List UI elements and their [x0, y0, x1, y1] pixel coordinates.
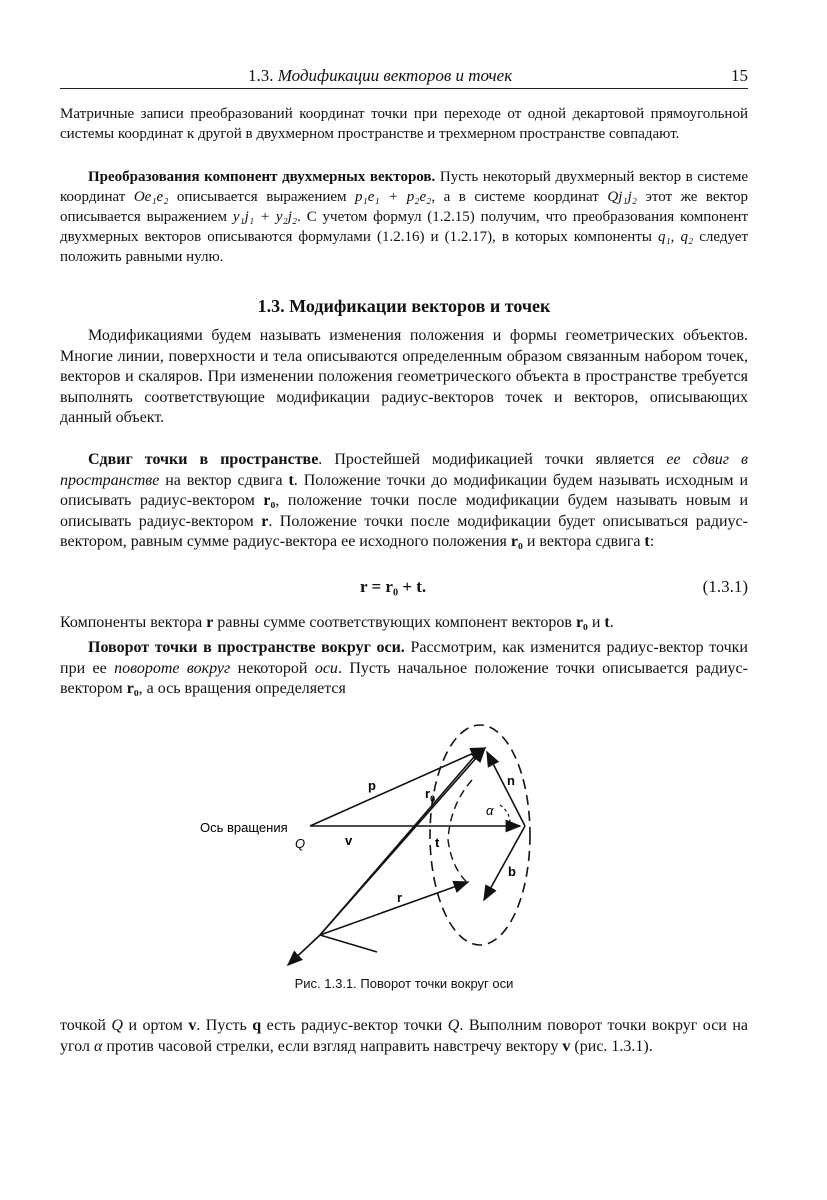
- math-inline: p₁e₁ + p₂e₂: [355, 189, 432, 205]
- vector-symbol: t: [288, 471, 294, 489]
- italic-term: повороте вокруг: [114, 659, 231, 677]
- vector-symbol: t: [604, 614, 610, 631]
- paragraph-rotation-continued: [60, 1016, 748, 1057]
- rotation-arc: [448, 780, 472, 885]
- text-run: .: [609, 614, 614, 631]
- text-run: . Пусть: [196, 1017, 253, 1034]
- paragraph-heading: Поворот точки в пространстве вокруг оси.: [88, 639, 405, 656]
- angle-alpha-label: α: [486, 803, 494, 818]
- axis-label: Ось вращения: [200, 820, 288, 835]
- text-run: Рассмотрим, как изменится радиус-вектор точки при ее: [60, 639, 748, 677]
- text-run: . Положение точки после модификации будет описываться радиус-вектором, равным сумме радиус-вектора ее исходного положения: [60, 512, 748, 550]
- vector-r0-label: [425, 786, 435, 804]
- vector-symbol: r: [261, 512, 269, 530]
- vector-symbol: t: [644, 533, 650, 550]
- text-run: против часовой стрелки, если взгляд направить навстречу вектору: [102, 1037, 563, 1055]
- page-number: 15: [731, 66, 748, 85]
- paragraph-heading: Сдвиг точки в пространстве: [88, 451, 319, 468]
- text-run: точкой: [60, 1017, 112, 1034]
- equation-number: (1.3.1): [702, 577, 748, 596]
- angle-arc: [500, 805, 510, 823]
- math-inline: Qj₁j₂: [607, 189, 637, 205]
- text-run: . Простейшей модификацией точки является: [318, 451, 667, 468]
- italic-term: ее сдвиг в пространстве: [60, 451, 748, 489]
- vector-symbol: q: [252, 1017, 262, 1034]
- vector-r-label: r: [397, 890, 403, 905]
- math-inline: q₁, q₂: [657, 229, 694, 245]
- vector-p: [310, 748, 485, 826]
- text-run: и: [587, 614, 605, 631]
- vector-v-label: v: [345, 833, 353, 848]
- paragraph-point-shift: [60, 450, 748, 553]
- text-run: :: [649, 533, 655, 550]
- running-header: [60, 66, 748, 89]
- axis-z: [320, 750, 480, 935]
- vector-b-label: b: [508, 864, 516, 879]
- text-run: . С учетом формул (1.2.15) получим, что преобразования компонент двухмерных векторов описываются формулами (1.2.16) и (1.2.17), в которых компоненты: [60, 209, 748, 245]
- axis-y: [320, 935, 377, 952]
- text-run: равны сумме соответствующих компонент векторов: [213, 614, 576, 631]
- vector-n-label: n: [507, 773, 515, 788]
- math-inline: Q: [447, 1017, 460, 1034]
- text-run: некоторой: [230, 659, 315, 677]
- text-run: . Выполним поворот точки вокруг оси на угол: [60, 1017, 748, 1055]
- running-section-number: 1.3.: [248, 66, 274, 85]
- math-inline: Q: [111, 1017, 123, 1034]
- equation-expression: r = r₀ + t.: [360, 577, 427, 596]
- point-Q-label: Q: [295, 836, 306, 851]
- paragraph-2d-components: [60, 167, 748, 267]
- text-run: описывается выражением: [168, 189, 356, 205]
- text-run: на вектор сдвига: [159, 471, 289, 489]
- running-section-title: Модификации векторов и точек: [277, 66, 513, 85]
- vector-symbol: v: [562, 1037, 571, 1055]
- text-run: этот же вектор описывается выражением: [60, 189, 749, 225]
- text-run: Пусть некоторый двухмерный вектор в системе координат: [60, 169, 749, 205]
- text-run: . Пусть начальное положение точки описывается радиус-вектором: [60, 659, 748, 697]
- math-inline: y₁j₁ + y₂j₂: [232, 209, 298, 225]
- vector-p-label: p: [368, 778, 376, 793]
- text-run: есть радиус-вектор точки: [261, 1017, 448, 1034]
- text-run: , положение точки после модификации будем называть новым и описывать радиус-вектором: [60, 492, 748, 530]
- paragraph-matrix-records: Матричные записи преобразований координат точки при переходе от одной декартовой прямоугольной системы координат к другой в двухмерном пространстве и трехмерном пространстве совпадают.: [60, 106, 748, 142]
- paragraph-components-sum: [60, 613, 748, 634]
- paragraph-heading: Преобразования компонент двухмерных векторов.: [88, 169, 436, 185]
- rotation-circle: [430, 725, 530, 945]
- vector-r0-letter: r: [425, 786, 431, 801]
- vector-r0-subscript: 0: [430, 794, 436, 804]
- vector-symbol: v: [188, 1017, 197, 1034]
- text-run: , а ось вращения определяется: [138, 680, 346, 697]
- math-inline: Oe₁e₂: [133, 189, 169, 205]
- figure-caption: Рис. 1.3.1. Поворот точки вокруг оси: [294, 976, 514, 991]
- section-title: 1.3. Модификации векторов и точек: [257, 296, 551, 316]
- text-run: и ортом: [122, 1017, 189, 1034]
- vector-b: [484, 826, 525, 900]
- axis-x: [288, 935, 320, 965]
- text-run: Компоненты вектора: [60, 614, 207, 631]
- text-run: (рис. 1.3.1).: [570, 1037, 653, 1055]
- vector-symbol: r₀: [263, 492, 276, 509]
- italic-term: оси: [314, 659, 338, 677]
- vector-t-label: t: [435, 835, 440, 850]
- text-run: и вектора сдвига: [522, 533, 645, 550]
- math-inline: α: [93, 1037, 103, 1055]
- text-run: следует положить равными нулю.: [60, 229, 749, 265]
- vector-symbol: r: [206, 614, 214, 631]
- running-title: [248, 66, 512, 86]
- paragraph-modifications: Модификациями будем называть изменения положения и формы геометрических объектов. Многие линии, поверхности и тела описываются определенным образом связанным набором точек, векторов и скаляров. При изменении положения геометрического объекта в пространстве требуется выполнять соответствующие модификации радиус-векторов точек и векторов, описывающих данный объект.: [60, 327, 748, 426]
- rotation-figure: [180, 700, 580, 1000]
- text-run: , а в системе координат: [431, 189, 608, 205]
- paragraph-rotation-axis: [60, 638, 748, 700]
- vector-symbol: r₀: [126, 680, 139, 697]
- vector-symbol: r₀: [575, 614, 588, 631]
- text-run: . Положение точки до модификации будем называть исходным и описывать радиус-вектором: [60, 471, 749, 509]
- vector-symbol: r₀: [510, 533, 523, 550]
- equation-1-3-1: [60, 577, 748, 601]
